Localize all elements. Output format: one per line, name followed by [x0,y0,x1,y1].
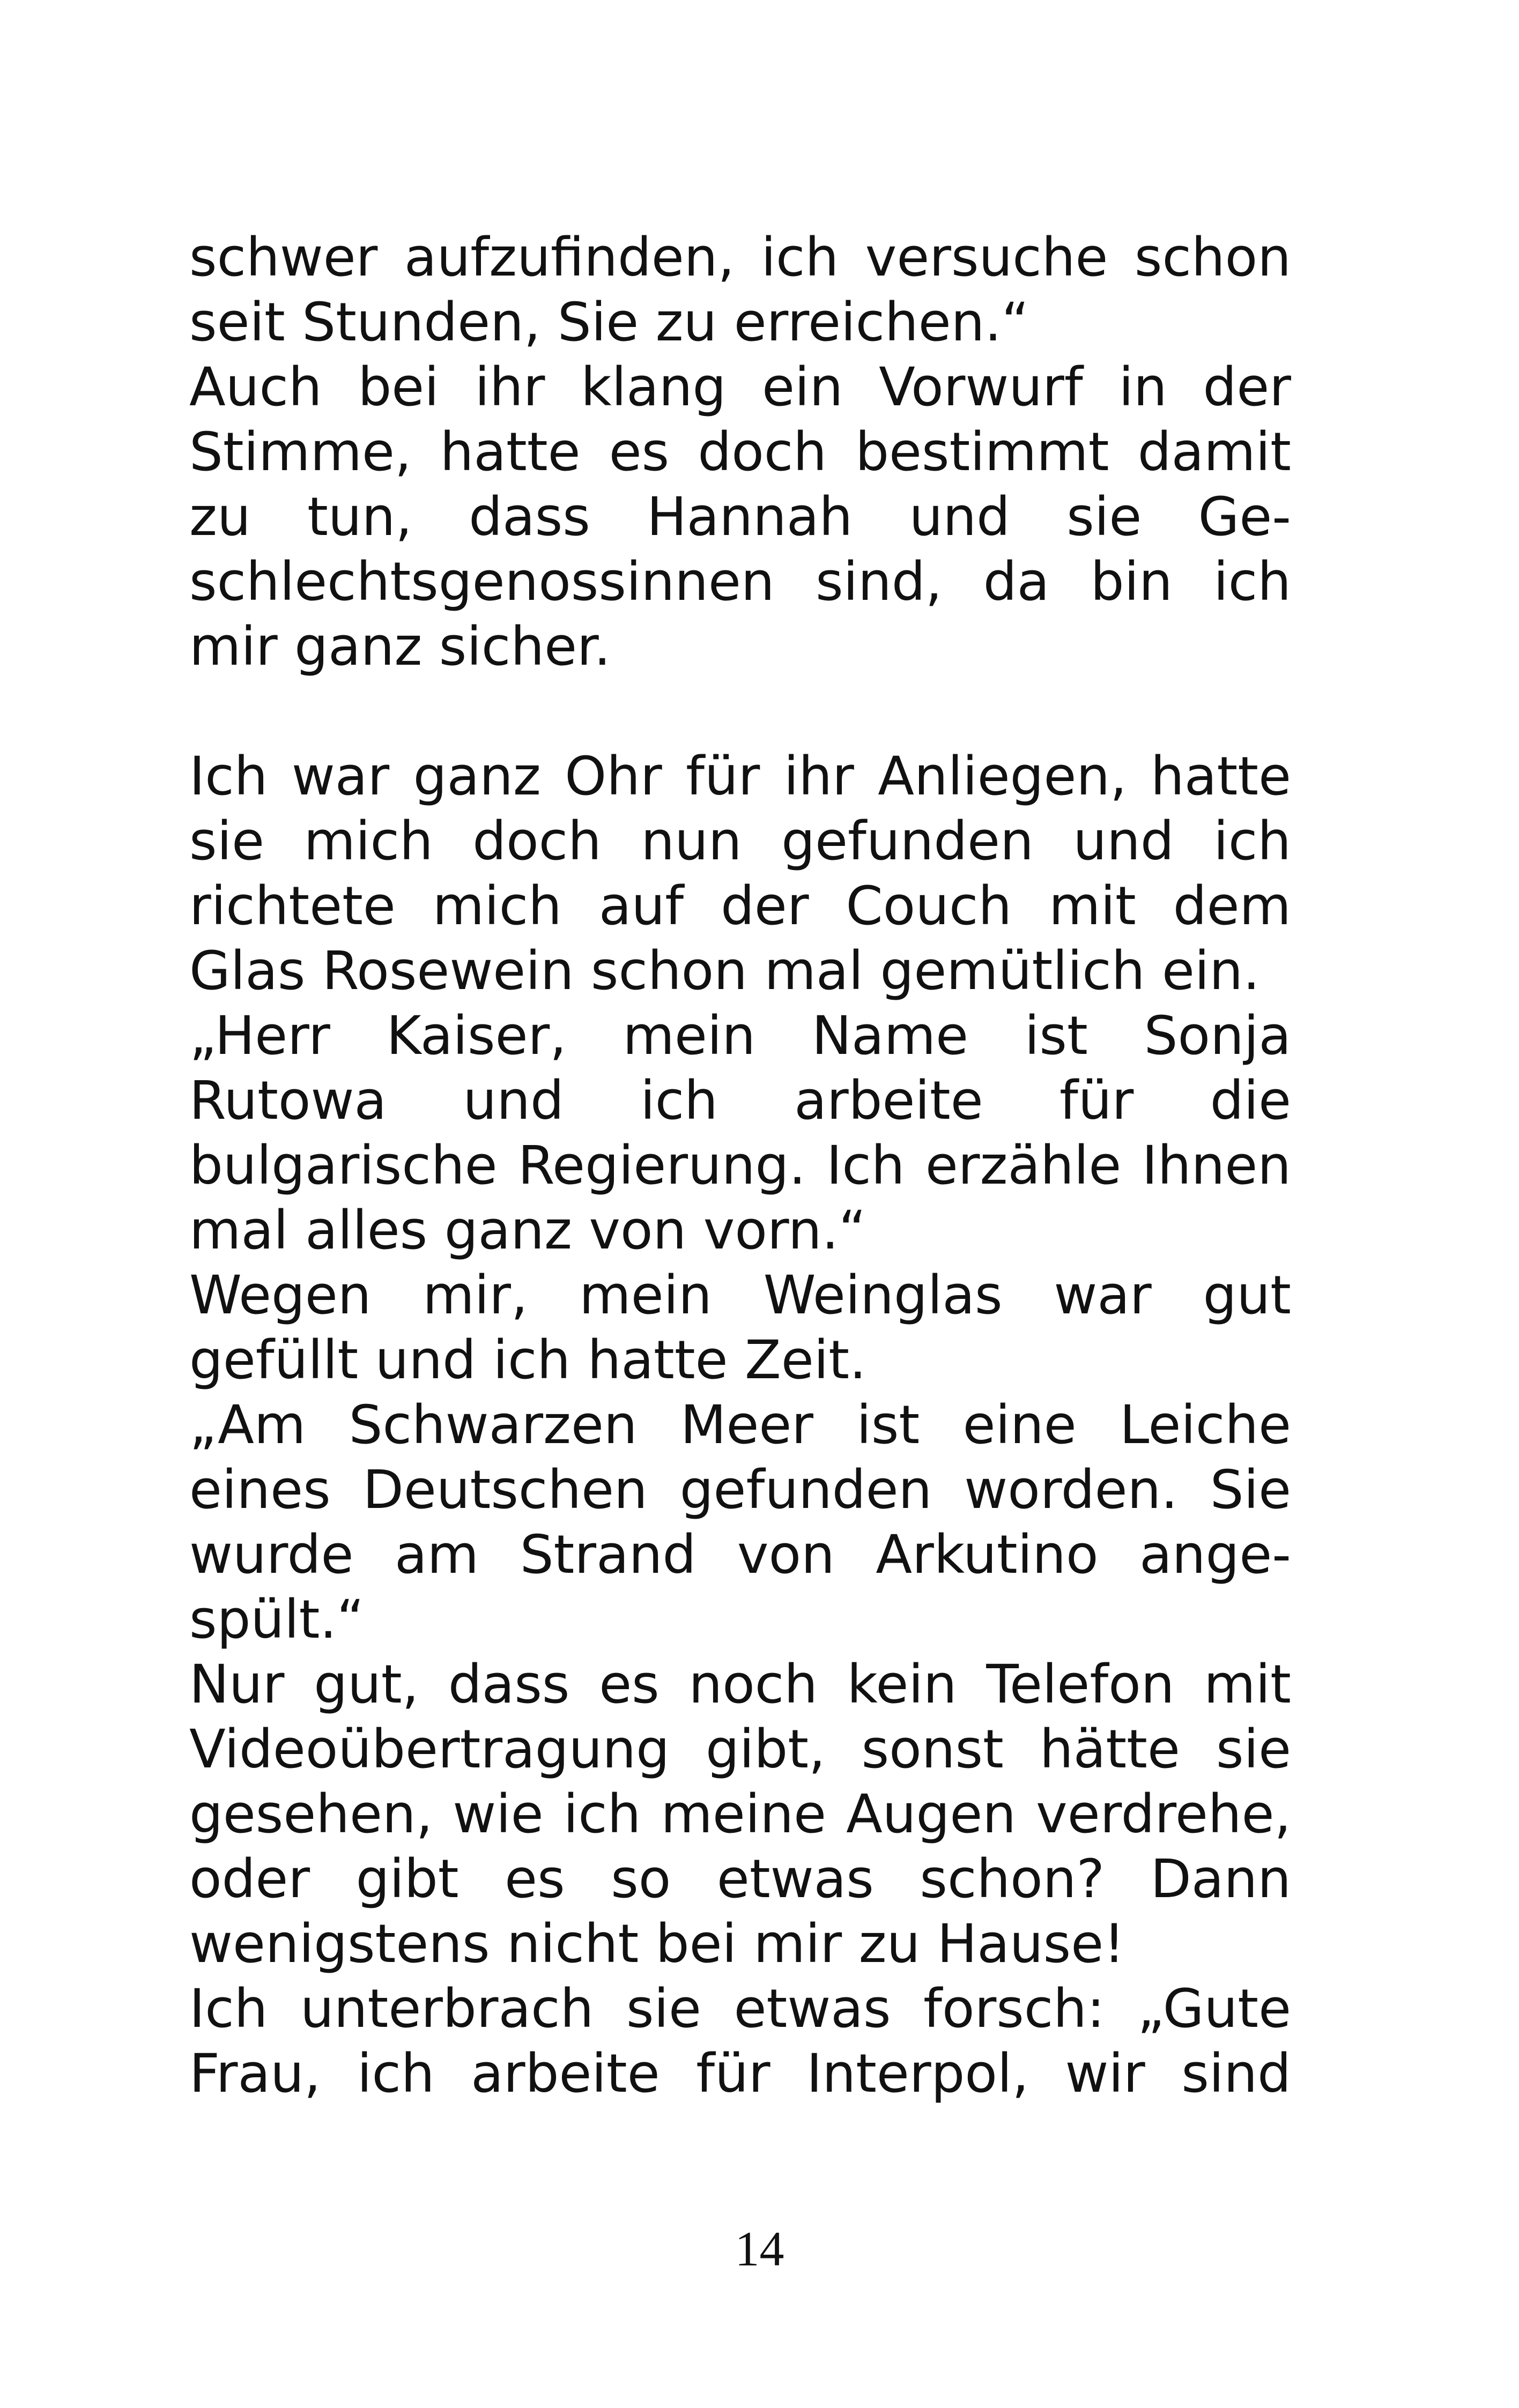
text-line: spült.“ [189,1589,365,1651]
text-line: oder gibt es so etwas schon? Dann [189,1848,1291,1910]
text-line: Ich unterbrach sie etwas forsch: „Gute [189,1978,1291,2040]
text-line: wenigstens nicht bei mir zu Hause! [189,1913,1125,1975]
text-line: Glas Rosewein schon mal gemütlich ein. [189,940,1260,1002]
body-text [189,225,1291,2106]
text-line: „Herr Kaiser, mein Name ist Sonja [189,1005,1291,1067]
text-line: Nur gut, dass es noch kein Telefon mit [189,1654,1291,1715]
text-line: Ich war ganz Ohr für ihr Anliegen, hatte [189,746,1291,807]
text-line: Rutowa und ich arbeite für die [189,1070,1291,1132]
page-number: 14 [735,2221,784,2276]
text-line: sie mich doch nun gefunden und ich [189,811,1291,872]
text-line: seit Stunden, Sie zu erreichen.“ [189,292,1029,353]
text-line: Videoübertragung gibt, sonst hätte sie [189,1719,1291,1780]
text-line: gesehen, wie ich meine Augen verdrehe, [189,1783,1291,1845]
text-line: wurde am Strand von Arkutino ange- [189,1524,1291,1586]
paragraph-break [189,679,1291,744]
text-line: mal alles ganz von vorn.“ [189,1200,866,1261]
text-line: richtete mich auf der Couch mit dem [189,875,1291,937]
text-line: bulgarische Regierung. Ich erzähle Ihnen [189,1135,1291,1196]
text-line: eines Deutschen gefunden worden. Sie [189,1459,1291,1521]
text-line: mir ganz sicher. [189,616,611,678]
text-line: Stimme, hatte es doch bestimmt damit [189,421,1291,483]
text-line: „Am Schwarzen Meer ist eine Leiche [189,1394,1291,1456]
text-line: schwer aufzufinden, ich versuche schon [189,227,1291,288]
text-line: zu tun, dass Hannah und sie Ge- [189,486,1291,548]
text-line: gefüllt und ich hatte Zeit. [189,1329,866,1391]
text-line: Wegen mir, mein Weinglas war gut [189,1265,1291,1326]
text-line: Frau, ich arbeite für Interpol, wir sind [189,2043,1291,2105]
text-line: schlechtsgenossinnen sind, da bin ich [189,551,1291,613]
text-line: Auch bei ihr klang ein Vorwurf in der [189,356,1291,418]
